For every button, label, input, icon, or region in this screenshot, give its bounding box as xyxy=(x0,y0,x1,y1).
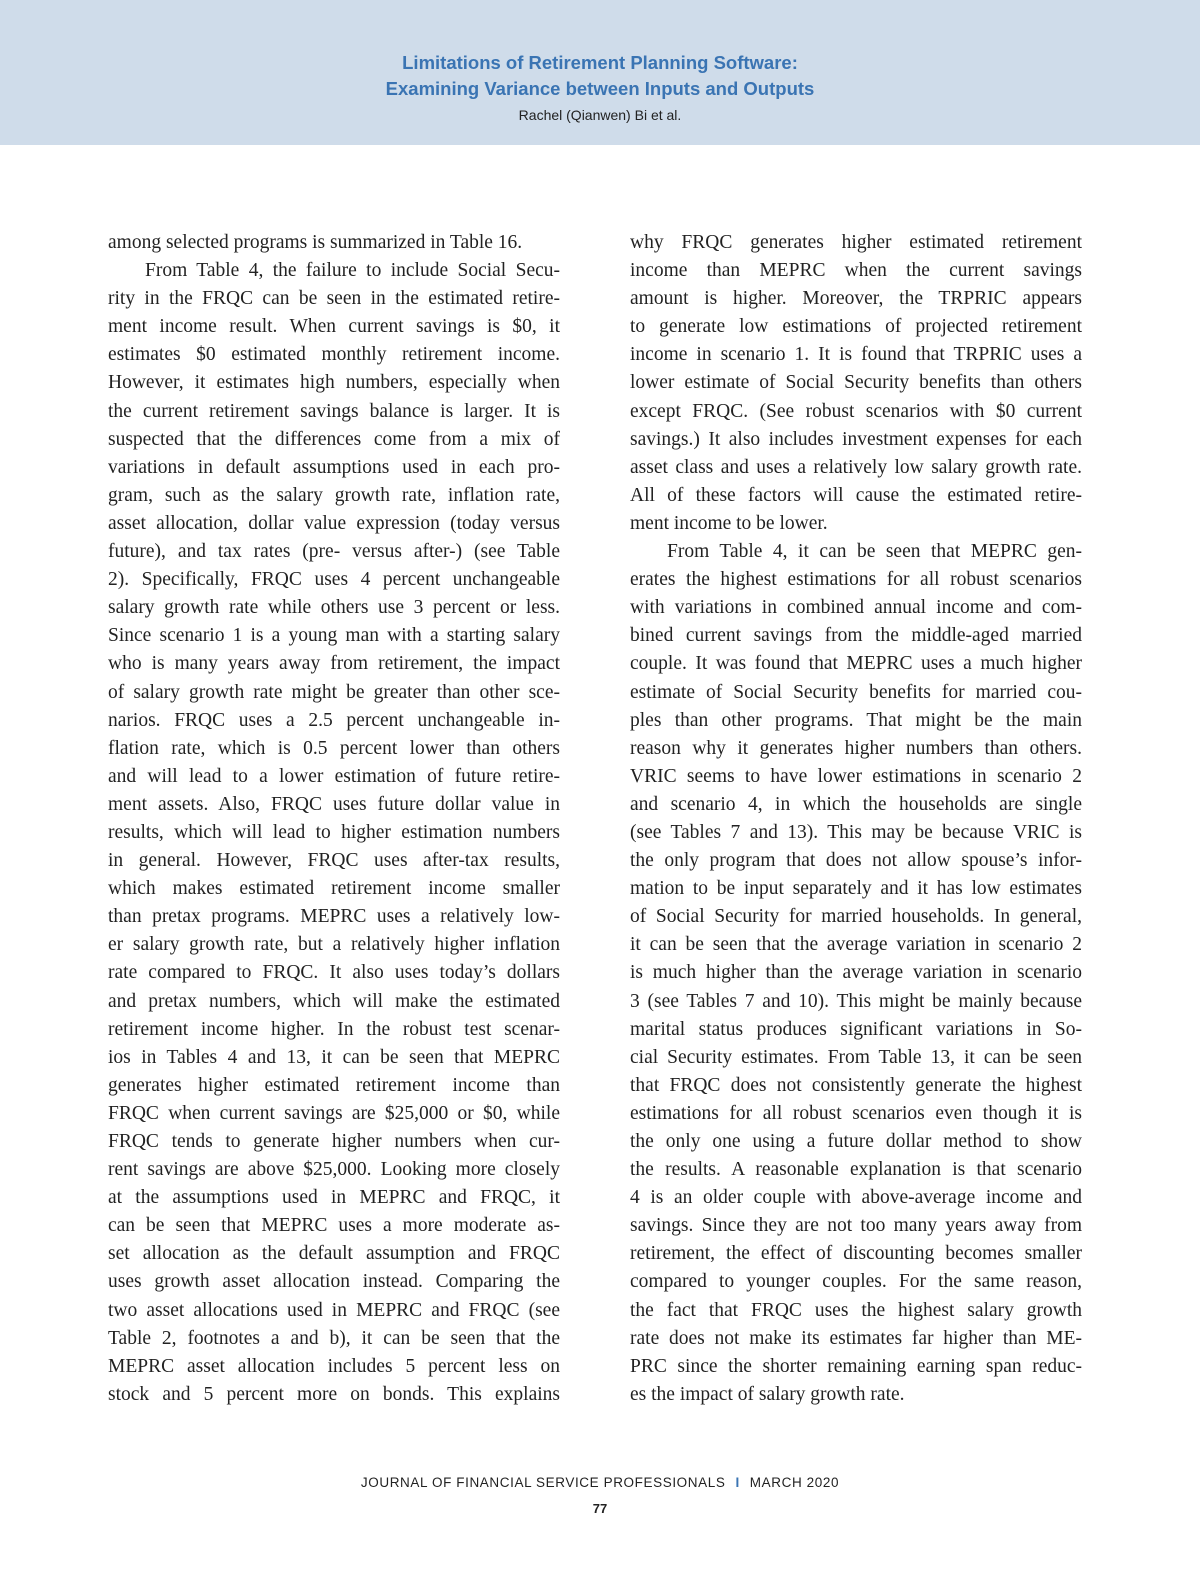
text-line: (see Tables 7 and 13). This may be because VRIC is xyxy=(630,821,1082,843)
text-line: the current retirement savings balance is larger. It is xyxy=(108,400,560,422)
article-author: Rachel (Qianwen) Bi et al. xyxy=(518,107,682,123)
text-line: rent savings are above $25,000. Looking more closely xyxy=(108,1159,560,1181)
text-line: From Table 4, the failure to include Social Secu- xyxy=(145,260,560,282)
text-line: reason why it generates higher numbers than others. xyxy=(630,737,1082,759)
text-line: From Table 4, it can be seen that MEPRC gen- xyxy=(667,541,1082,563)
text-line: 3 (see Tables 7 and 10). This might be mainly because xyxy=(630,990,1082,1012)
text-line: savings. Since they are not too many years away from xyxy=(630,1215,1082,1237)
text-line: who is many years away from retirement, the impact xyxy=(108,653,560,675)
text-line: set allocation as the default assumption and FRQC xyxy=(108,1243,560,1265)
article-title-line-2: Examining Variance between Inputs and Outputs xyxy=(385,78,815,99)
footer-separator: I xyxy=(735,1475,740,1490)
text-line: cial Security estimates. From Table 13, it can be seen xyxy=(630,1046,1082,1068)
text-line: FRQC tends to generate higher numbers when cur- xyxy=(108,1131,560,1152)
text-line: retirement, the effect of discounting becomes smaller xyxy=(630,1243,1082,1265)
text-line: FRQC when current savings are $25,000 or $0, while xyxy=(108,1102,560,1124)
page-number: 77 xyxy=(592,1501,608,1516)
text-line: Since scenario 1 is a young man with a starting salary xyxy=(108,625,560,647)
text-line: marital status produces significant variations in So- xyxy=(630,1018,1082,1040)
text-line: ples than other programs. That might be the main xyxy=(630,709,1082,731)
running-header xyxy=(0,0,1200,145)
text-line: VRIC seems to have lower estimations in scenario 2 xyxy=(630,765,1082,787)
text-line: among selected programs is summarized in Table 16. xyxy=(108,232,523,253)
text-line: amount is higher. Moreover, the TRPRIC appears xyxy=(630,288,1082,310)
text-line: ment assets. Also, FRQC uses future dollar value in xyxy=(108,793,560,815)
text-line: estimations for all robust scenarios even though it is xyxy=(630,1102,1082,1124)
text-line: at the assumptions used in MEPRC and FRQC, it xyxy=(108,1187,560,1209)
text-line: savings.) It also includes investment expenses for each xyxy=(630,428,1082,450)
text-line: rate does not make its estimates far higher than ME- xyxy=(630,1327,1082,1349)
text-line: salary growth rate while others use 3 percent or less. xyxy=(108,597,560,619)
text-line: in general. However, FRQC uses after-tax results, xyxy=(108,850,560,872)
text-line: estimates $0 estimated monthly retirement income. xyxy=(108,344,560,366)
text-line: it can be seen that the average variation in scenario 2 xyxy=(630,934,1082,956)
text-line: erates the highest estimations for all robust scenarios xyxy=(630,569,1082,591)
text-line: rity in the FRQC can be seen in the estimated retire- xyxy=(108,288,560,310)
text-line: stock and 5 percent more on bonds. This explains xyxy=(108,1383,560,1405)
left-text-column xyxy=(108,229,560,1409)
text-line: ment income to be lower. xyxy=(630,512,828,534)
text-line: suspected that the differences come from a mix of xyxy=(108,428,560,450)
text-line: asset class and uses a relatively low salary growth rate. xyxy=(630,456,1082,478)
text-line: es the impact of salary growth rate. xyxy=(630,1383,905,1405)
text-line: the results. A reasonable explanation is that scenario xyxy=(630,1159,1082,1181)
text-line: to generate low estimations of projected retirement xyxy=(630,316,1082,338)
text-line: and pretax numbers, which will make the estimated xyxy=(108,990,560,1012)
text-line: bined current savings from the middle-aged married xyxy=(630,625,1082,647)
text-line: flation rate, which is 0.5 percent lower than others xyxy=(108,737,560,759)
text-line: income than MEPRC when the current savings xyxy=(630,260,1082,282)
text-line: with variations in combined annual income and com- xyxy=(630,597,1082,619)
text-line: rate compared to FRQC. It also uses today’s dollars xyxy=(108,962,560,984)
right-text-column xyxy=(630,229,1082,1409)
text-line: the fact that FRQC uses the highest salary growth xyxy=(630,1299,1082,1321)
text-line: narios. FRQC uses a 2.5 percent unchangeable in- xyxy=(108,709,560,731)
text-line: two asset allocations used in MEPRC and FRQC (see xyxy=(108,1299,560,1321)
text-line: except FRQC. (See robust scenarios with $0 current xyxy=(630,400,1082,422)
text-line: ios in Tables 4 and 13, it can be seen that MEPRC xyxy=(108,1046,560,1068)
text-line: generates higher estimated retirement income than xyxy=(108,1074,560,1096)
text-line: income in scenario 1. It is found that TRPRIC uses a xyxy=(630,344,1082,366)
text-line: er salary growth rate, but a relatively higher inflation xyxy=(108,934,560,956)
text-line: couple. It was found that MEPRC uses a much higher xyxy=(630,653,1082,675)
text-line: results, which will lead to higher estimation numbers xyxy=(108,821,560,843)
text-line: the only program that does not allow spouse’s infor- xyxy=(630,850,1082,872)
text-line: All of these factors will cause the estimated retire- xyxy=(630,484,1082,506)
text-line: of salary growth rate might be greater than other sce- xyxy=(108,681,560,703)
text-line: variations in default assumptions used in each pro- xyxy=(108,456,560,478)
text-line: why FRQC generates higher estimated retirement xyxy=(630,232,1082,253)
text-line: compared to younger couples. For the same reason, xyxy=(630,1271,1082,1293)
text-line: 4 is an older couple with above-average income and xyxy=(630,1187,1082,1209)
text-line: that FRQC does not consistently generate the highest xyxy=(630,1074,1082,1096)
text-line: However, it estimates high numbers, especially when xyxy=(108,372,560,394)
issue-date: MARCH 2020 xyxy=(749,1475,840,1490)
text-line: can be seen that MEPRC uses a more moderate as- xyxy=(108,1215,560,1237)
text-line: gram, such as the salary growth rate, inflation rate, xyxy=(108,484,560,506)
text-line: asset allocation, dollar value expression (today versus xyxy=(108,512,560,534)
text-line: MEPRC asset allocation includes 5 percent less on xyxy=(108,1355,560,1377)
text-line: 2). Specifically, FRQC uses 4 percent unchangeable xyxy=(108,569,560,591)
text-line: retirement income higher. In the robust test scenar- xyxy=(108,1018,560,1040)
article-title-line-1: Limitations of Retirement Planning Software: xyxy=(402,52,798,73)
text-line: the only one using a future dollar method to show xyxy=(630,1131,1082,1152)
text-line: mation to be input separately and it has low estimates xyxy=(630,878,1082,900)
text-line: and will lead to a lower estimation of future retire- xyxy=(108,765,560,787)
text-line: Table 2, footnotes a and b), it can be seen that the xyxy=(108,1327,560,1349)
text-line: uses growth asset allocation instead. Comparing the xyxy=(108,1271,560,1293)
text-line: PRC since the shorter remaining earning span reduc- xyxy=(630,1355,1082,1377)
journal-name: JOURNAL OF FINANCIAL SERVICE PROFESSIONALS xyxy=(360,1475,726,1490)
text-line: ment income result. When current savings is $0, it xyxy=(108,316,560,338)
text-line: and scenario 4, in which the households are single xyxy=(630,793,1082,815)
text-line: is much higher than the average variation in scenario xyxy=(630,962,1082,984)
text-line: future), and tax rates (pre- versus after-) (see Table xyxy=(108,541,560,563)
text-line: which makes estimated retirement income smaller xyxy=(108,878,560,900)
journal-footer xyxy=(0,1475,1200,1490)
text-line: estimate of Social Security benefits for married cou- xyxy=(630,681,1082,703)
text-line: lower estimate of Social Security benefits than others xyxy=(630,372,1082,394)
text-line: than pretax programs. MEPRC uses a relatively low- xyxy=(108,906,560,928)
text-line: of Social Security for married households. In general, xyxy=(630,906,1082,928)
